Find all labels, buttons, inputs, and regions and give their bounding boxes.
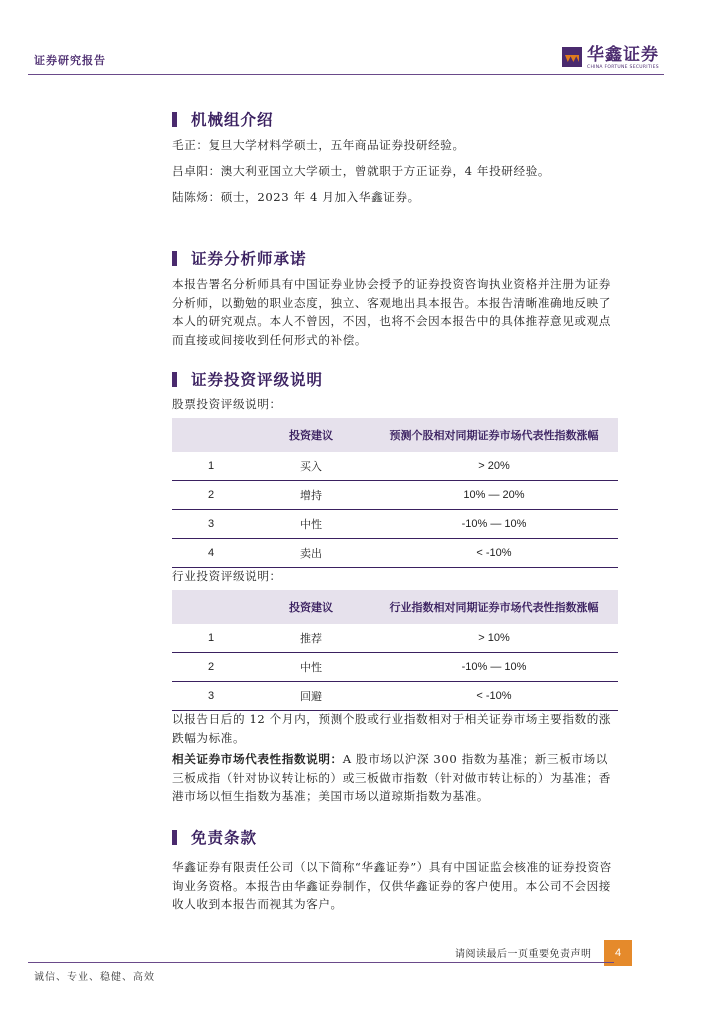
disclaimer-title-text: 免责条款 <box>191 829 258 847</box>
logo-name-en: CHINA FORTUNE SECURITIES <box>587 65 659 70</box>
index-description-text: A 股市场以沪深 300 指数为基准；新三板市场以三板成指（针对协议转让标的）或三板做市指数（针对做市转让标的）为基准；香港市场以恒生指数为基准；美国市场以道琼斯指数为基准。 <box>172 752 611 804</box>
section-bar-icon <box>172 830 177 845</box>
index-description <box>172 750 618 806</box>
table-cell: 推荐 <box>252 624 370 653</box>
table-cell: > 20% <box>370 452 618 481</box>
industry-rating-label: 行业投资评级说明： <box>172 569 282 583</box>
table-cell: 10% — 20% <box>370 481 618 510</box>
table-cell: 买入 <box>252 452 370 481</box>
footer-disclaimer-note: 请阅读最后一页重要免责声明 <box>455 949 592 960</box>
table-cell: 增持 <box>252 481 370 510</box>
team-member-1: 毛正：复旦大学材料学硕士，五年商品证券投研经验。 <box>172 138 465 152</box>
table-cell: 4 <box>172 539 252 568</box>
team-title-text: 机械组介绍 <box>191 111 274 129</box>
table-row <box>172 481 618 510</box>
table-cell: < -10% <box>370 682 618 711</box>
stock-rating-label: 股票投资评级说明： <box>172 397 282 411</box>
page-number: 4 <box>604 940 632 966</box>
disclaimer-section-title <box>172 826 257 848</box>
table-header-row <box>172 590 618 624</box>
team-section-title <box>172 108 274 130</box>
table-header-cell <box>172 418 252 452</box>
table-cell: 回避 <box>252 682 370 711</box>
table-cell: 卖出 <box>252 539 370 568</box>
table-header-cell <box>172 590 252 624</box>
stock-rating-table <box>172 418 618 568</box>
table-cell: 中性 <box>252 653 370 682</box>
table-row <box>172 510 618 539</box>
report-type-label: 证券研究报告 <box>34 54 106 67</box>
table-row <box>172 452 618 481</box>
section-bar-icon <box>172 112 177 127</box>
table-cell: < -10% <box>370 539 618 568</box>
footer-divider <box>28 962 614 963</box>
table-header-row <box>172 418 618 452</box>
table-row <box>172 682 618 711</box>
table-cell: 3 <box>172 682 252 711</box>
table-row <box>172 624 618 653</box>
table-cell: -10% — 10% <box>370 510 618 539</box>
rating-title-text: 证券投资评级说明 <box>191 371 324 389</box>
commitment-section-title <box>172 247 307 269</box>
table-cell: 2 <box>172 481 252 510</box>
table-header-cell: 投资建议 <box>252 590 370 624</box>
industry-rating-table <box>172 590 618 711</box>
company-logo <box>562 46 659 70</box>
table-cell: 2 <box>172 653 252 682</box>
index-description-label: 相关证券市场代表性指数说明： <box>172 752 343 766</box>
table-cell: 3 <box>172 510 252 539</box>
table-cell: 1 <box>172 624 252 653</box>
disclaimer-paragraph: 华鑫证券有限责任公司（以下简称“华鑫证券”）具有中国证监会核准的证券投资咨询业务资格。本报告由华鑫证券制作，仅供华鑫证券的客户使用。本公司不会因接收人收到本报告而视其为客户。 <box>172 860 612 912</box>
table-cell: -10% — 10% <box>370 653 618 682</box>
table-row <box>172 539 618 568</box>
table-row <box>172 653 618 682</box>
header-divider <box>28 74 664 75</box>
logo-icon <box>562 47 582 67</box>
table-header-cell: 行业指数相对同期证券市场代表性指数涨幅 <box>370 590 618 624</box>
rating-section-title <box>172 368 323 390</box>
company-slogan: 诚信、专业、稳健、高效 <box>34 972 155 983</box>
table-cell: > 10% <box>370 624 618 653</box>
logo-name-cn: 华鑫证券 <box>587 45 659 65</box>
section-bar-icon <box>172 251 177 266</box>
table-cell: 1 <box>172 452 252 481</box>
rating-note: 以报告日后的 12 个月内，预测个股或行业指数相对于相关证券市场主要指数的涨跌幅为标准。 <box>172 712 612 745</box>
table-header-cell: 投资建议 <box>252 418 370 452</box>
commitment-title-text: 证券分析师承诺 <box>191 250 307 268</box>
section-bar-icon <box>172 372 177 387</box>
table-header-cell: 预测个股相对同期证券市场代表性指数涨幅 <box>370 418 618 452</box>
commitment-paragraph: 本报告署名分析师具有中国证券业协会授予的证券投资咨询执业资格并注册为证券分析师，以勤勉的职业态度，独立、客观地出具本报告。本报告清晰准确地反映了本人的研究观点。本人不曾因，不因，也将不会因本报告中的具体推荐意见或观点而直接或间接收到任何形式的补偿。 <box>172 277 611 347</box>
table-cell: 中性 <box>252 510 370 539</box>
team-member-2: 吕卓阳：澳大利亚国立大学硕士，曾就职于方正证券，4 年投研经验。 <box>172 164 551 178</box>
team-member-3: 陆陈炀：硕士，2023 年 4 月加入华鑫证券。 <box>172 190 420 204</box>
